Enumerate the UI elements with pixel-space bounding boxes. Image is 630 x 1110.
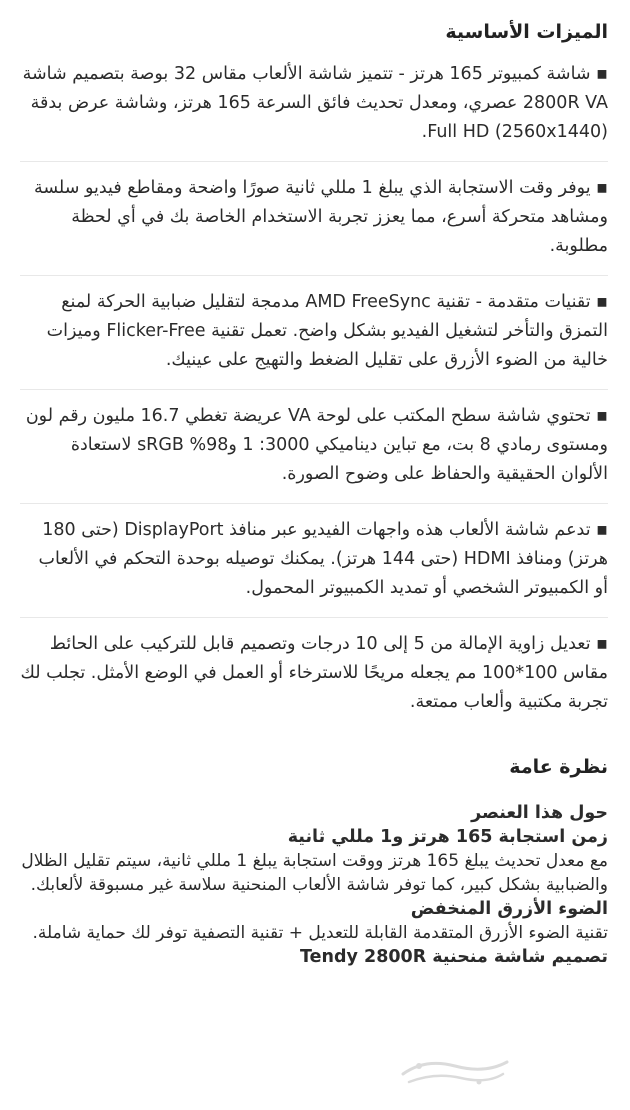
- blue-light-text: تقنية الضوء الأزرق المتقدمة القابلة للتعديل + تقنية التصفية توفر لك حماية شاملة.: [32, 923, 608, 943]
- feature-item: ▪ يوفر وقت الاستجابة الذي يبلغ 1 مللي ثانية صورًا واضحة ومقاطع فيديو سلسة ومشاهد متحركة أسرع، مما يعزز تجربة الاستخدام الخاصة بك في أي لحظة مطلوبة.: [20, 174, 608, 276]
- overview-title: نظرة عامة: [509, 756, 608, 778]
- feature-item: ▪ شاشة كمبيوتر 165 هرتز - تتميز شاشة الألعاب مقاس 32 بوصة بتصميم شاشة 2800R VA عصري، ومعدل تحديث فائق السرعة 165 هرتز، وشاشة عرض بدقة (2560x1440) Full HD.: [20, 60, 608, 162]
- feature-item: ▪ تعديل زاوية الإمالة من 5 إلى 10 درجات وتصميم قابل للتركيب على الحائط مقاس 100*100 مم يجعله مريحًا للاسترخاء أو العمل في الوضع الأمثل. تجلب لك تجربة مكتبية وألعاب ممتعة.: [20, 634, 608, 712]
- blue-light-heading: الضوء الأزرق المنخفض: [410, 899, 608, 919]
- feature-item: ▪ تقنيات متقدمة - تقنية AMD FreeSync مدمجة لتقليل ضبابية الحركة لمنع التمزق والتأخر لتشغيل الفيديو بشكل واضح. تعمل تقنية Flicker-Free وميزات خالية من الضوء الأزرق على تقليل الضغط والتهيج على عينيك.: [20, 288, 608, 390]
- features-title: الميزات الأساسية: [445, 21, 608, 43]
- about-heading: حول هذا العنصر: [471, 803, 608, 823]
- response-time-heading: زمن استجابة 165 هرتز و1 مللي ثانية: [287, 827, 608, 847]
- feature-item: ▪ تحتوي شاشة سطح المكتب على لوحة VA عريضة تغطي 16.7 مليون رقم لون ومستوى رمادي 8 بت، مع تباين ديناميكي 3000: 1 و98% sRGB لاستعادة الألوان الحقيقية والحفاظ على وضوح الصورة.: [20, 402, 608, 504]
- features-list: [20, 60, 608, 731]
- curved-design-heading: تصميم شاشة منحنية Tendy 2800R: [300, 947, 608, 967]
- site-logo-watermark-icon: [395, 1052, 515, 1092]
- response-time-text: مع معدل تحديث يبلغ 165 هرتز ووقت استجابة يبلغ 1 مللي ثانية، سيتم تقليل الظلال والضبابية بشكل كبير، كما توفر شاشة الألعاب المنحنية سلاسة غير مسبوقة لألعابك.: [21, 851, 608, 895]
- feature-item: ▪ تدعم شاشة الألعاب هذه واجهات الفيديو عبر منافذ DisplayPort (حتى 180 هرتز) ومنافذ HDMI (حتى 144 هرتز). يمكنك توصيله بوحدة التحكم في الألعاب أو الكمبيوتر الشخصي أو تمديد الكمبيوتر المحمول.: [20, 516, 608, 618]
- overview-section: [20, 753, 608, 969]
